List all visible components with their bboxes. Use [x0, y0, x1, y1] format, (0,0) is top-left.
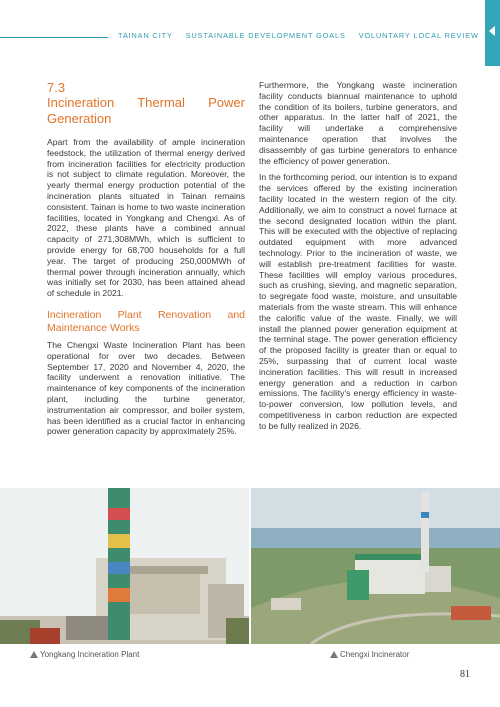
- section-number: 7.3: [47, 80, 66, 95]
- running-header: [118, 31, 489, 40]
- header-city: TAINAN CITY: [118, 31, 173, 40]
- chevron-left-icon: [489, 26, 495, 36]
- caption-yongkang: [30, 650, 139, 659]
- caption-left-text: Yongkang Incineration Plant: [40, 650, 140, 659]
- page-number: 81: [460, 669, 470, 680]
- paragraph-1: Apart from the availability of ample incineration feedstock, the utilization of thermal energy derived from incineration facilities for electricity production is not subject to climate regulation. Moreover, the yearly thermal energy production potential of the incineration plants situated in Tainan remains consistent. Tainan is home to two waste incineration facilities, located in Yongkang and Chengxi. As of 2022, these plants have a combined annual capacity of 271,308MWh, which is sufficient to provide energy for 68,700 households for a full year. The target of producing 250,000MWh of thermal power through incineration annually, which was initially set for 2030, has been attained ahead of schedule in 2021.: [47, 137, 245, 299]
- paragraph-3: Furthermore, the Yongkang waste incineration facility conducts biannual maintenance to uphold the condition of its boilers, turbine generators, and other apparatus. In the latter half of 2021, the facility will undertake a comprehensive maintenance operation that involves the disassembly of gas turbine generators to enhance the efficiency of power generation.: [259, 80, 457, 166]
- caption-right-text: Chengxi Incinerator: [340, 650, 410, 659]
- section-title: Incineration Thermal Power Generation: [47, 95, 245, 126]
- header-rule: [0, 37, 108, 38]
- triangle-icon: [30, 651, 38, 658]
- paragraph-2: The Chengxi Waste Incineration Plant has been operational for over two decades. Between September 17, 2020 and November 4, 2020, the facility underwent a renovation initiative. The maintenance of key components of the incineration plant, including the turbine generator, instrumentation air compressor, and boiler system, has been identified as a crucial factor in enhancing power generation capacity by approximately 25%.: [47, 339, 245, 437]
- caption-chengxi: [330, 650, 409, 659]
- chengxi-incinerator-illustration: [251, 488, 500, 644]
- side-tab[interactable]: [485, 0, 500, 66]
- yongkang-plant-illustration: [0, 488, 249, 644]
- paragraph-4: In the forthcoming period, our intention is to expand the services offered by the existing incineration facility located in the western region of the city. Additionally, we aim to construct a novel furnace at the second designated location within the plant. This will be executed with the objective of replacing outdated equipment with more advanced technology. Prior to the incineration of waste, we will establish pre-treatment facilities for waste. These facilities will employ various procedures, such as crushing, sieving, and magnetic separation, to segregate food waste, moisture, and unsuitable materials from the waste stream. This will enhance the calorific value of the waste. Finally, we will install the planned power generation equipment at the terminal stage. The power generation efficiency of the proposed facility is greater than or equal to 25%, surpassing that of current local waste incineration facilities. This will result in increased energy generation and a reduction in carbon emissions. The facility's energy efficiency in waste-to-power conversion, low pollution levels, and competitiveness in carbon reduction are expected to be fully realized in 2026.: [259, 172, 457, 431]
- header-goals: SUSTAINABLE DEVELOPMENT GOALS: [185, 31, 346, 40]
- subsection-title: Incineration Plant Renovation and Maintenance Works: [47, 308, 245, 334]
- right-column: [259, 80, 457, 438]
- photo-strip: [0, 488, 500, 644]
- chengxi-incinerator-photo: [251, 488, 500, 644]
- triangle-icon: [330, 651, 338, 658]
- left-column: [47, 80, 245, 443]
- yongkang-plant-photo: [0, 488, 249, 644]
- header-review: VOLUNTARY LOCAL REVIEW: [358, 31, 479, 40]
